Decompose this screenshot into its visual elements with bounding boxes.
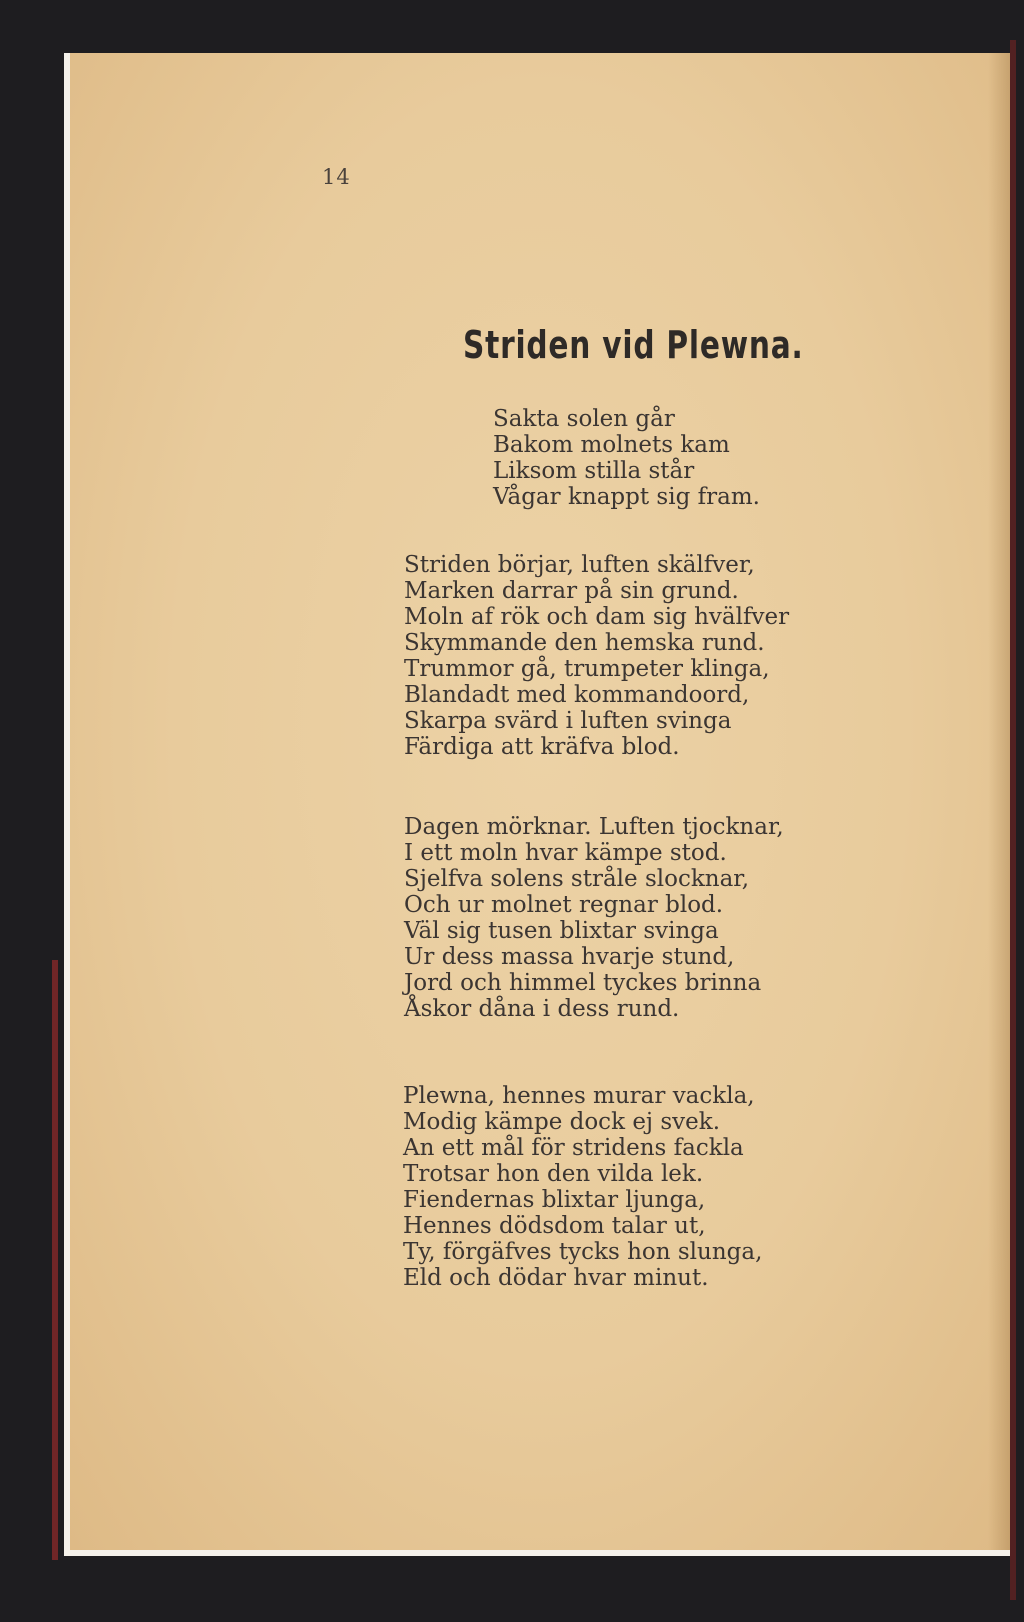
- poem-line: Skarpa svärd i luften svinga: [404, 708, 732, 734]
- poem-line: Bakom molnets kam: [493, 432, 730, 458]
- page-number: 14: [322, 165, 351, 189]
- poem-line: Skymmande den hemska rund.: [404, 630, 765, 656]
- poem-title: Striden vid Plewna.: [463, 323, 804, 367]
- poem-line: Hennes dödsdom talar ut,: [403, 1213, 706, 1239]
- poem-line: Trummor gå, trumpeter klinga,: [404, 656, 770, 682]
- poem-line: Eld och dödar hvar minut.: [403, 1265, 709, 1291]
- poem-line: Väl sig tusen blixtar svinga: [404, 918, 719, 944]
- poem-line: Blandadt med kommandoord,: [404, 682, 750, 708]
- poem-line: Plewna, hennes murar vackla,: [403, 1083, 755, 1109]
- poem-line: Vågar knappt sig fram.: [493, 484, 760, 510]
- poem-line: Ur dess massa hvarje stund,: [404, 944, 735, 970]
- poem-line: Sakta solen går: [493, 406, 675, 432]
- poem-line: Fiendernas blixtar ljunga,: [403, 1187, 706, 1213]
- poem-line: Ty, förgäfves tycks hon slunga,: [403, 1239, 763, 1265]
- stanza-1: [493, 406, 760, 510]
- poem-line: An ett mål för stridens fackla: [403, 1135, 744, 1161]
- poem-line: Färdiga att kräfva blod.: [404, 734, 680, 760]
- poem-line: Åskor dåna i dess rund.: [404, 996, 680, 1022]
- poem-line: Dagen mörknar. Luften tjocknar,: [404, 814, 784, 840]
- poem-line: Och ur molnet regnar blod.: [404, 892, 724, 918]
- poem-line: Marken darrar på sin grund.: [404, 578, 739, 604]
- poem-line: Sjelfva solens stråle slocknar,: [404, 866, 750, 892]
- stanza-4: [403, 1083, 762, 1291]
- poem-line: Modig kämpe dock ej svek.: [403, 1109, 721, 1135]
- poem-line: Jord och himmel tyckes brinna: [404, 970, 762, 996]
- poem-line: Striden börjar, luften skälfver,: [404, 552, 755, 578]
- book-edge-left: [52, 960, 58, 1560]
- book-page: [64, 53, 1010, 1556]
- book-edge-right: [1010, 40, 1016, 1600]
- poem-line: Liksom stilla står: [493, 458, 695, 484]
- stanza-3: [404, 814, 784, 1022]
- poem-line: Moln af rök och dam sig hvälfver: [404, 604, 790, 630]
- page-gutter-shadow: [988, 53, 1010, 1550]
- poem-line: I ett moln hvar kämpe stod.: [404, 840, 727, 866]
- poem-line: Trotsar hon den vilda lek.: [403, 1161, 704, 1187]
- stanza-2: [404, 552, 789, 760]
